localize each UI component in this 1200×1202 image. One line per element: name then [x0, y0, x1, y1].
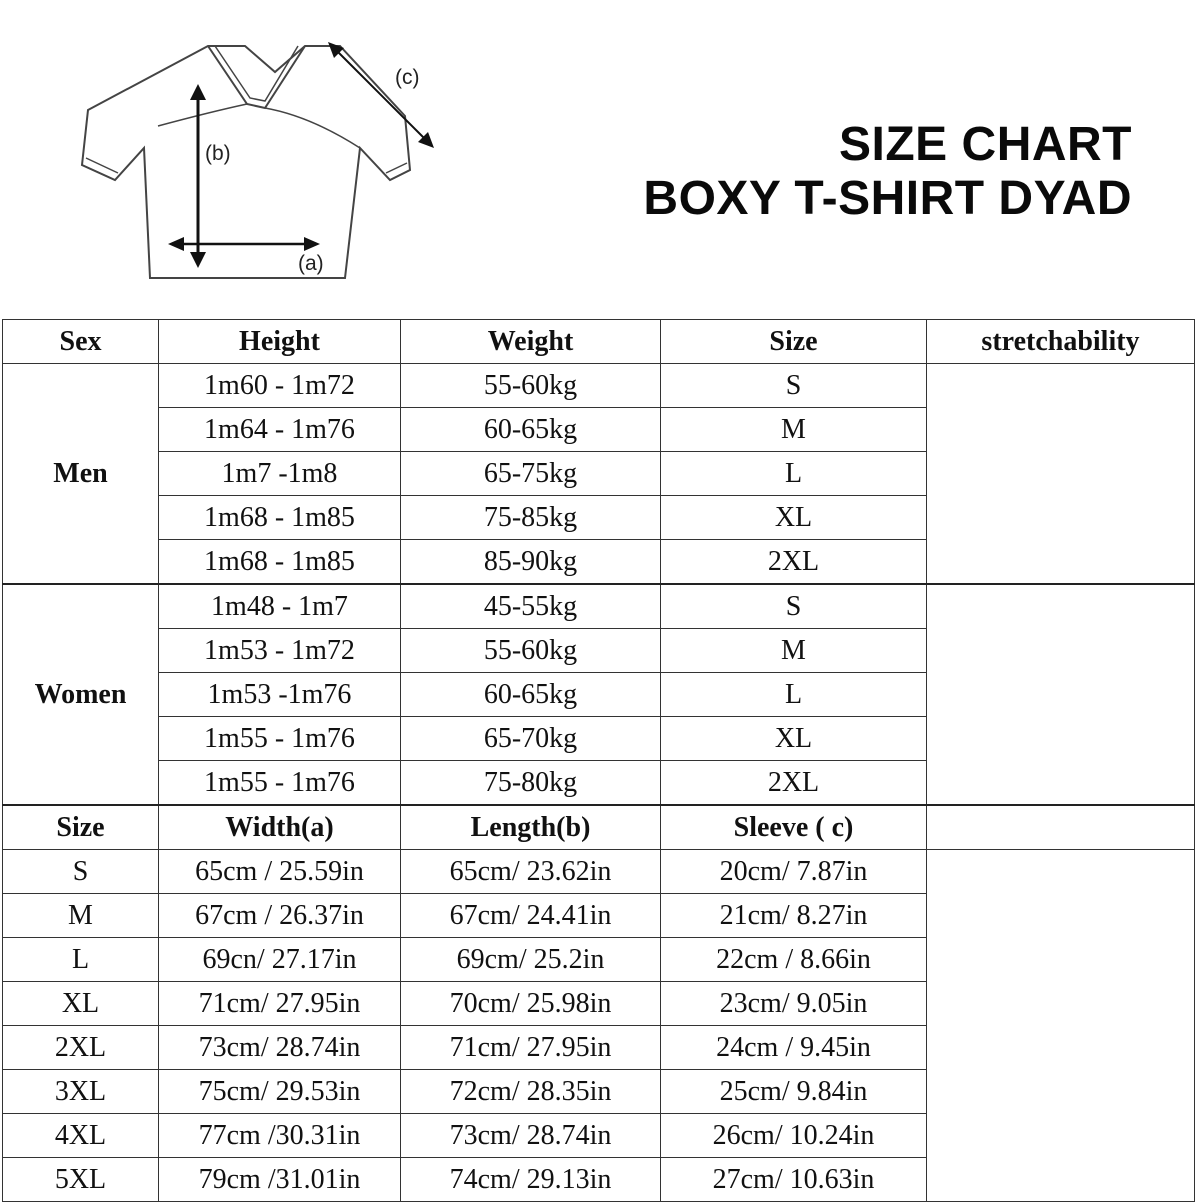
width-cell: 65cm / 25.59in: [159, 850, 401, 894]
width-cell: 77cm /30.31in: [159, 1114, 401, 1158]
size-cell: L: [661, 452, 927, 496]
weight-cell: 45-55kg: [401, 584, 661, 629]
width-cell: 73cm/ 28.74in: [159, 1026, 401, 1070]
header-sleeve: Sleeve ( c): [661, 805, 927, 850]
size-cell: 4XL: [3, 1114, 159, 1158]
weight-cell: 65-70kg: [401, 717, 661, 761]
label-c: (c): [395, 66, 420, 89]
length-cell: 72cm/ 28.35in: [401, 1070, 661, 1114]
sleeve-cell: 21cm/ 8.27in: [661, 894, 927, 938]
length-cell: 73cm/ 28.74in: [401, 1114, 661, 1158]
measure-header-row: [3, 805, 1195, 850]
tshirt-diagram: [60, 30, 460, 290]
header-width: Width(a): [159, 805, 401, 850]
label-a: (a): [298, 252, 324, 275]
size-cell: XL: [661, 496, 927, 540]
width-cell: 79cm /31.01in: [159, 1158, 401, 1202]
weight-cell: 75-80kg: [401, 761, 661, 806]
header-sex: Sex: [3, 320, 159, 364]
width-cell: 75cm/ 29.53in: [159, 1070, 401, 1114]
weight-cell: 55-60kg: [401, 629, 661, 673]
height-cell: 1m55 - 1m76: [159, 717, 401, 761]
width-cell: 69cn/ 27.17in: [159, 938, 401, 982]
size-cell: 2XL: [3, 1026, 159, 1070]
title-line-2: BOXY T-SHIRT DYAD: [643, 172, 1132, 225]
size-cell: M: [661, 408, 927, 452]
stretchability-men: [927, 364, 1195, 585]
height-cell: 1m68 - 1m85: [159, 540, 401, 585]
size-cell: XL: [661, 717, 927, 761]
size-cell: 3XL: [3, 1070, 159, 1114]
height-cell: 1m48 - 1m7: [159, 584, 401, 629]
header-stretchability: stretchability: [927, 320, 1195, 364]
group-men: Men: [3, 364, 159, 585]
height-cell: 1m7 -1m8: [159, 452, 401, 496]
weight-cell: 65-75kg: [401, 452, 661, 496]
sleeve-cell: 23cm/ 9.05in: [661, 982, 927, 1026]
weight-cell: 60-65kg: [401, 408, 661, 452]
sleeve-cell: 22cm / 8.66in: [661, 938, 927, 982]
size-cell: 5XL: [3, 1158, 159, 1202]
size-cell: S: [661, 584, 927, 629]
size-cell: L: [3, 938, 159, 982]
height-cell: 1m53 -1m76: [159, 673, 401, 717]
size-cell: L: [661, 673, 927, 717]
weight-cell: 75-85kg: [401, 496, 661, 540]
sleeve-cell: 24cm / 9.45in: [661, 1026, 927, 1070]
height-cell: 1m68 - 1m85: [159, 496, 401, 540]
length-cell: 69cm/ 25.2in: [401, 938, 661, 982]
sleeve-cell: 20cm/ 7.87in: [661, 850, 927, 894]
weight-cell: 85-90kg: [401, 540, 661, 585]
width-cell: 67cm / 26.37in: [159, 894, 401, 938]
header-measure-size: Size: [3, 805, 159, 850]
width-cell: 71cm/ 27.95in: [159, 982, 401, 1026]
sleeve-cell: 25cm/ 9.84in: [661, 1070, 927, 1114]
length-cell: 74cm/ 29.13in: [401, 1158, 661, 1202]
height-cell: 1m55 - 1m76: [159, 761, 401, 806]
weight-cell: 55-60kg: [401, 364, 661, 408]
size-cell: XL: [3, 982, 159, 1026]
length-cell: 67cm/ 24.41in: [401, 894, 661, 938]
size-cell: S: [3, 850, 159, 894]
table-row: [3, 584, 1195, 629]
header-size: Size: [661, 320, 927, 364]
header-length: Length(b): [401, 805, 661, 850]
size-cell: M: [3, 894, 159, 938]
weight-cell: 60-65kg: [401, 673, 661, 717]
height-cell: 1m53 - 1m72: [159, 629, 401, 673]
size-chart-table: [2, 319, 1195, 1202]
size-cell: 2XL: [661, 540, 927, 585]
table-row: [3, 850, 1195, 894]
table-row: [3, 364, 1195, 408]
length-cell: 65cm/ 23.62in: [401, 850, 661, 894]
size-cell: M: [661, 629, 927, 673]
header-height: Height: [159, 320, 401, 364]
header-blank: [927, 805, 1195, 850]
length-cell: 71cm/ 27.95in: [401, 1026, 661, 1070]
sleeve-cell: 27cm/ 10.63in: [661, 1158, 927, 1202]
group-women: Women: [3, 584, 159, 805]
size-cell: 2XL: [661, 761, 927, 806]
header-weight: Weight: [401, 320, 661, 364]
length-cell: 70cm/ 25.98in: [401, 982, 661, 1026]
height-cell: 1m60 - 1m72: [159, 364, 401, 408]
size-cell: S: [661, 364, 927, 408]
measure-blank-cell: [927, 850, 1195, 1202]
height-cell: 1m64 - 1m76: [159, 408, 401, 452]
label-b: (b): [205, 142, 231, 165]
stretchability-women: [927, 584, 1195, 805]
page-title: [643, 118, 1132, 226]
title-line-1: SIZE CHART: [839, 118, 1132, 171]
sleeve-cell: 26cm/ 10.24in: [661, 1114, 927, 1158]
fit-header-row: [3, 320, 1195, 364]
